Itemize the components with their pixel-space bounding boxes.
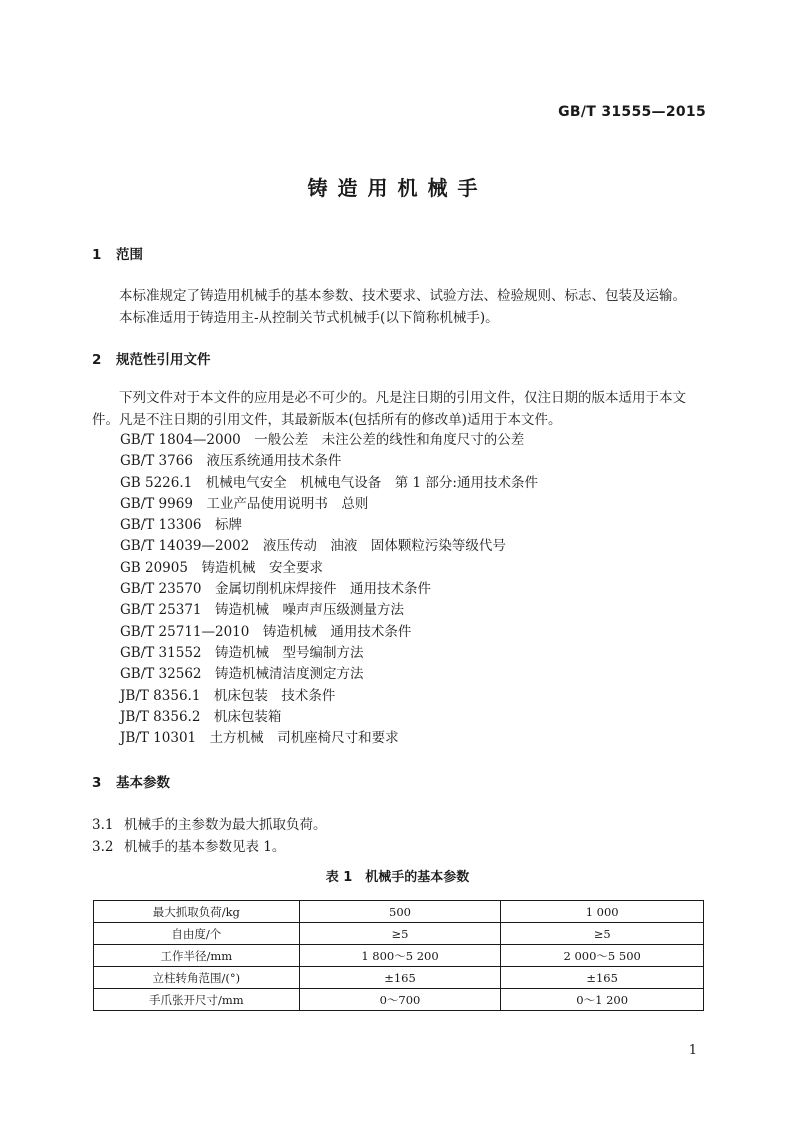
reference-item: GB/T 9969 工业产品使用说明书 总则 — [120, 495, 369, 512]
table-cell: 自由度/个 — [94, 923, 300, 945]
section-1-paragraph: 本标准规定了铸造用机械手的基本参数、技术要求、试验方法、检验规则、标志、包装及运输。 — [119, 288, 686, 304]
reference-item: GB 20905 铸造机械 安全要求 — [120, 559, 323, 576]
table-cell: 1 000 — [501, 901, 704, 923]
page-number: 1 — [688, 1043, 697, 1058]
table-cell: 最大抓取负荷/kg — [94, 901, 300, 923]
reference-item: GB/T 25711—2010 铸造机械 通用技术条件 — [120, 623, 412, 640]
basic-parameters-table — [93, 900, 704, 1011]
table-row — [94, 923, 704, 945]
clause-3-1 — [92, 813, 327, 833]
table-row — [94, 901, 704, 923]
reference-item: JB/T 10301 土方机械 司机座椅尺寸和要求 — [120, 730, 399, 747]
clause-text: 机械手的主参数为最大抓取负荷。 — [124, 817, 327, 833]
reference-item: JB/T 8356.1 机床包装 技术条件 — [120, 687, 336, 704]
section-2-heading — [92, 348, 211, 368]
table-1-title: 表 1 机械手的基本参数 — [325, 870, 470, 885]
table-cell: 2 000～5 500 — [501, 945, 704, 967]
table-cell: 手爪张开尺寸/mm — [94, 989, 300, 1011]
reference-item: GB/T 23570 金属切削机床焊接件 通用技术条件 — [120, 581, 431, 598]
table-cell: ≥5 — [299, 923, 501, 945]
standard-code: GB/T 31555—2015 — [558, 104, 706, 120]
reference-list — [120, 430, 538, 749]
table-row — [94, 989, 704, 1011]
section-number: 3 — [92, 775, 102, 791]
table-cell: 工作半径/mm — [94, 945, 300, 967]
section-number: 1 — [92, 247, 102, 263]
section-title: 规范性引用文件 — [116, 352, 211, 368]
table-cell: 500 — [299, 901, 501, 923]
section-title: 范围 — [116, 247, 143, 263]
table-cell: ≥5 — [501, 923, 704, 945]
reference-item: GB/T 13306 标牌 — [120, 517, 242, 534]
reference-item: JB/T 8356.2 机床包装箱 — [120, 708, 282, 725]
reference-item: GB/T 32562 铸造机械清洁度测定方法 — [120, 666, 364, 683]
section-3-heading — [92, 771, 170, 791]
table-cell: ±165 — [501, 967, 704, 989]
table-cell: 0～1 200 — [501, 989, 704, 1011]
table-cell: 1 800～5 200 — [299, 945, 501, 967]
table-cell: ±165 — [299, 967, 501, 989]
clause-text: 机械手的基本参数见表 1。 — [124, 839, 286, 855]
clause-3-2 — [92, 835, 285, 855]
reference-item: GB/T 25371 铸造机械 噪声声压级测量方法 — [120, 602, 404, 619]
reference-item: GB/T 1804—2000 一般公差 未注公差的线性和角度尺寸的公差 — [120, 432, 525, 448]
reference-item: GB/T 3766 液压系统通用技术条件 — [120, 453, 342, 470]
reference-item: GB/T 14039—2002 液压传动 油液 固体颗粒污染等级代号 — [120, 538, 506, 555]
reference-item: GB/T 31552 铸造机械 型号编制方法 — [120, 644, 364, 661]
clause-number: 3.2 — [92, 839, 114, 855]
section-2-intro: 下列文件对于本文件的应用是必不可少的。凡是注日期的引用文件，仅注日期的版本适用于本文件。凡是不注日期的引用文件，其最新版本(包括所有的修改单)适用于本文件。 — [92, 390, 686, 428]
document-title: 铸造用机械手 — [307, 176, 488, 200]
clause-number: 3.1 — [92, 817, 114, 833]
reference-item: GB 5226.1 机械电气安全 机械电气设备 第 1 部分:通用技术条件 — [120, 474, 538, 491]
table-cell: 0～700 — [299, 989, 501, 1011]
section-title: 基本参数 — [116, 775, 170, 791]
table-cell: 立柱转角范围/(°) — [94, 967, 300, 989]
table-row — [94, 945, 704, 967]
section-1-heading — [92, 243, 143, 263]
section-1-paragraph: 本标准适用于铸造用主-从控制关节式机械手(以下简称机械手)。 — [119, 310, 499, 326]
section-number: 2 — [92, 352, 102, 368]
table-row — [94, 967, 704, 989]
